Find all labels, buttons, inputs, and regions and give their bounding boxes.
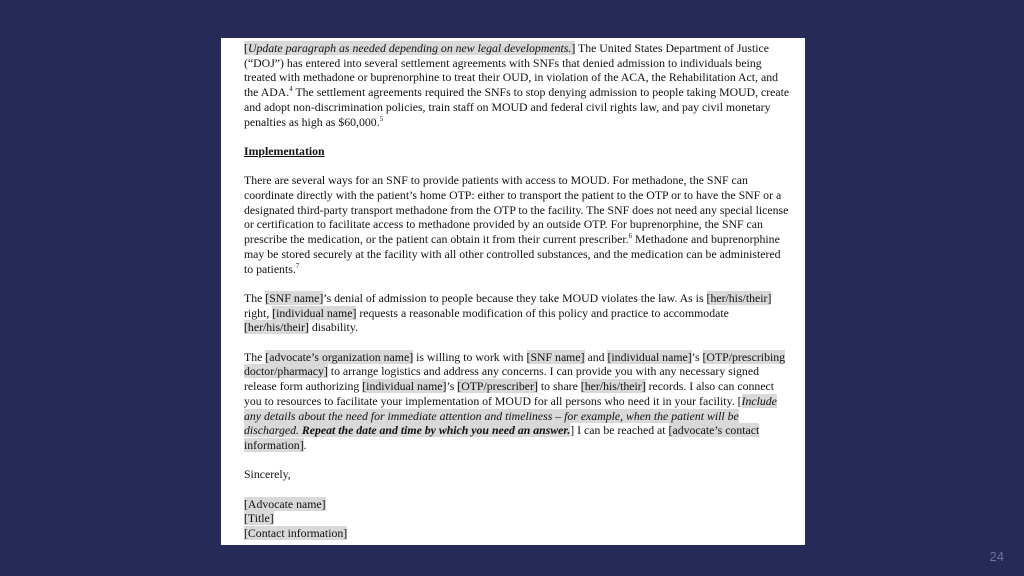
signature-contact: [Contact information] (244, 526, 348, 541)
signature-title: [Title] (244, 511, 274, 526)
placeholder-pronoun: [her/his/their] (580, 379, 646, 394)
paragraph-text: The (244, 349, 266, 364)
footnote-ref: 4 (289, 85, 293, 94)
placeholder-snf-name: [SNF name] (265, 290, 324, 305)
paragraph-text: ’s (446, 379, 458, 394)
paragraph-text: The United States Department of Justice (“DOJ”) has entered into several settlement agreements with SNFs that denied admission to individuals being treated with methadone or buprenorphine to treat their OUD, in violation of the ACA, the Rehabilitation Act, and the ADA. (244, 41, 779, 100)
paragraph-willing-to-work (244, 350, 791, 453)
closing: Sincerely, (244, 467, 291, 482)
section-heading: Implementation (244, 143, 325, 158)
placeholder-contact-info: [advocate’s contact information] (244, 423, 760, 452)
paragraph-text: requests a reasonable modification of this policy and practice to accommodate (356, 305, 729, 320)
paragraph-legal-developments (244, 41, 791, 129)
paragraph-text: There are several ways for an SNF to provide patients with access to MOUD. For methadone, the SNF can coordinate directly with the patient’s home OTP: either to transport the patient to the OTP or to have the SNF or a designated third-party transport methadone from the OTP to the facility. The SNF does not need any special license or certification to facilitate access to methadone provided by an outside OTP. For buprenorphine, the SNF can prescribe the medication, or the patient can obtain it from their current prescriber. (244, 173, 789, 247)
slide-page-number: 24 (989, 549, 1004, 564)
placeholder-otp-prescriber: [OTP/prescriber] (457, 379, 538, 394)
placeholder-otp-doctor-pharmacy: [OTP/prescribing doctor/pharmacy] (244, 349, 786, 379)
paragraph-text: is willing to work with (413, 349, 527, 364)
paragraph-text: disability. (308, 320, 358, 335)
placeholder-instruction: Update paragraph as needed depending on new legal developments. (247, 41, 572, 55)
paragraph-text: . (303, 437, 307, 452)
paragraph-denial (244, 291, 791, 335)
footnote-ref: 7 (295, 261, 300, 270)
paragraph-text: to share (537, 379, 581, 394)
footnote-ref: 5 (379, 114, 384, 123)
signature-block (244, 497, 791, 541)
paragraph-text: The (244, 290, 266, 305)
instruction-italic: Include any details about the need for immediate attention and timeliness – for example, when the patient will be discharged. (244, 393, 777, 438)
paragraph-text: Methadone and buprenorphine may be stored securely at the facility with all other controlled substances, and the medication can be administered to patients. (244, 232, 781, 276)
placeholder-individual-name: [individual name] (362, 379, 447, 394)
placeholder-bracket-close: ] (571, 41, 576, 55)
paragraph-text: and (584, 349, 608, 364)
paragraph-text: right, (244, 305, 273, 320)
paragraph-text: ’s (691, 349, 703, 364)
placeholder-bracket-open: [ (244, 41, 248, 55)
placeholder-individual-name: [individual name] (607, 349, 692, 364)
paragraph-text: ’s denial of admission to people because they take MOUD violates the law. As is (323, 290, 707, 305)
paragraph-text: ] I can be reached at (570, 423, 669, 438)
placeholder-organization-name: [advocate’s organization name] (265, 349, 414, 364)
paragraph-text: The settlement agreements required the SNFs to stop denying admission to people taking MOUD, create and adopt non-discrimination policies, train staff on MOUD and federal civil rights law, and pay civil monetary penalties as high as $60,000. (244, 85, 790, 129)
paragraph-text: records. I also can connect you to resources to facilitate your implementation of MOUD for all persons who need it in your facility. [ (244, 379, 775, 408)
signature-name: [Advocate name] (244, 496, 326, 511)
document-page (221, 38, 805, 545)
paragraph-text: to arrange logistics and address any concerns. I can provide you with any necessary signed release form authorizing (244, 364, 759, 394)
placeholder-pronoun: [her/his/their] (706, 290, 772, 305)
instruction-bold-italic: Repeat the date and time by which you need an answer. (301, 423, 571, 438)
placeholder-pronoun: [her/his/their] (244, 320, 309, 335)
placeholder-individual-name: [individual name] (272, 305, 357, 320)
paragraph-implementation (244, 173, 791, 276)
footnote-ref: 6 (628, 232, 633, 241)
placeholder-snf-name: [SNF name] (526, 349, 585, 364)
